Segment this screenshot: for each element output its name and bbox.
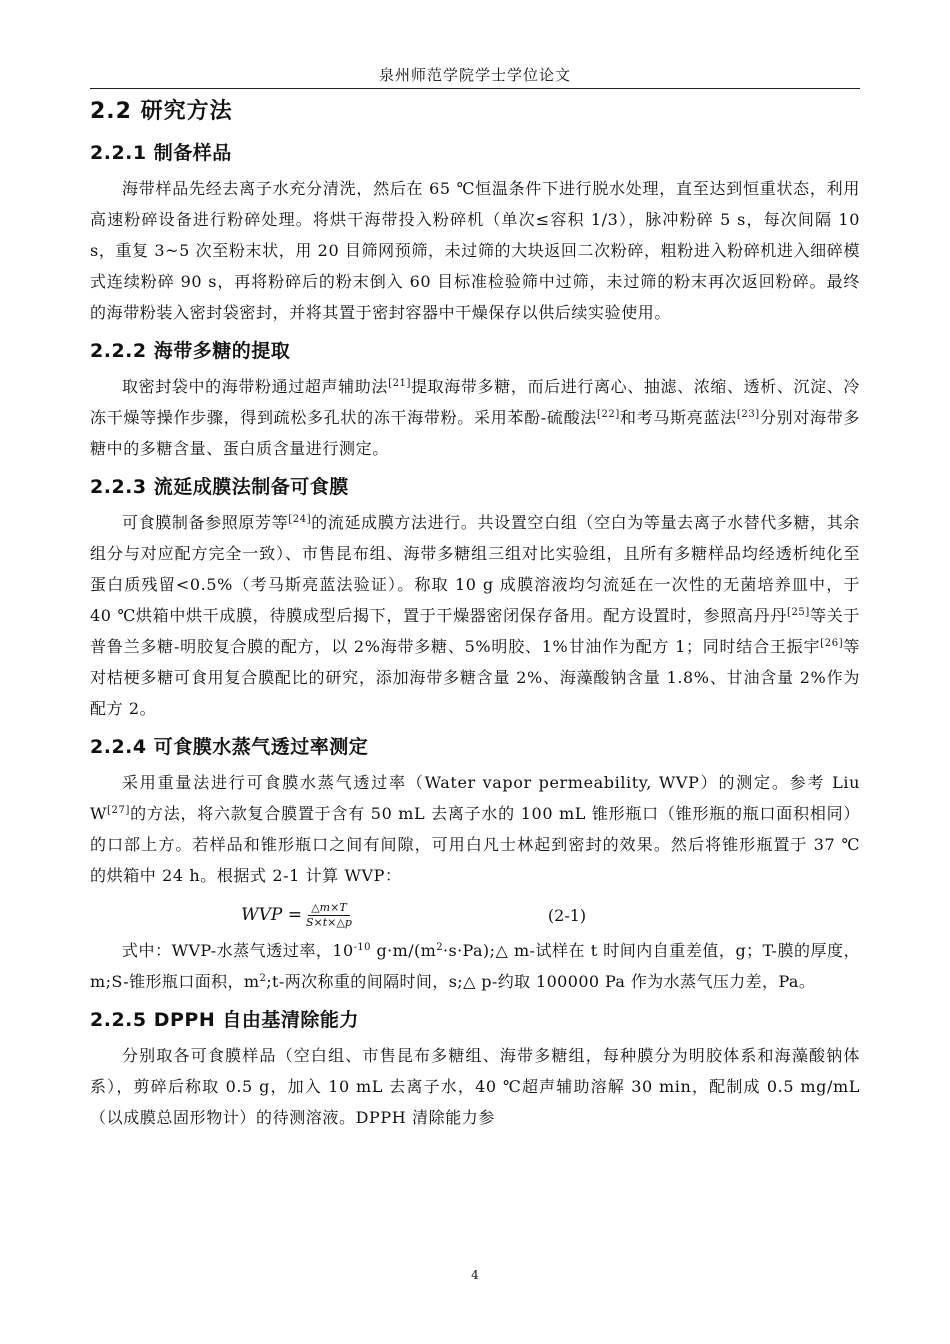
paragraph-film-casting	[90, 507, 860, 724]
text-run: 取密封袋中的海带粉通过超声辅助法	[122, 377, 389, 396]
page-number: 4	[471, 1268, 479, 1282]
text-run: 等对桔梗多糖可食用复合膜配比的研究，添加海带多糖含量 2%、海藻酸钠含量 1.8%、甘油含量 2%作为配方 2。	[90, 637, 860, 718]
text-run: 可食膜制备参照原芳等	[122, 513, 289, 532]
citation-ref: [26]	[820, 638, 844, 649]
text-run: 式中：WVP-水蒸气透过率，10	[122, 941, 354, 960]
equation-fraction	[306, 901, 352, 930]
equation-variable-notes	[90, 935, 860, 997]
paragraph-sample-prep: 海带样品先经去离子水充分清洗，然后在 65 ℃恒温条件下进行脱水处理，直至达到恒重状态，利用高速粉碎设备进行粉碎处理。将烘干海带投入粉碎机（单次≤容积 1/3），脉冲粉碎 5 s，每次间隔 10 s，重复 3~5 次至粉末状，用 20 目筛网预筛，未过筛的大块返回二次粉碎，粗粉进入粉碎机进入细碎模式连续粉碎 90 s，再将粉碎后的粉末倒入 60 目标准检验筛中过筛，未过筛的粉末再次返回粉碎。最终的海带粉装入密封袋密封，并将其置于密封容器中干燥保存以供后续实验使用。	[90, 179, 860, 322]
subsection-heading-2-2-5: 2.2.5 DPPH 自由基清除能力	[90, 1009, 359, 1031]
paragraph-wvp-method	[90, 767, 860, 891]
citation-ref: [25]	[786, 607, 810, 618]
paragraph-polysaccharide-extraction	[90, 371, 860, 464]
text-run: g·m/(m	[370, 941, 437, 960]
text-run: 的方法，将六款复合膜置于含有 50 mL 去离子水的 100 mL 锥形瓶口（锥形瓶的瓶口面积相同）的口部上方。若样品和锥形瓶口之间有间隙，可用白凡士林起到密封的效果。然后将锥形瓶置于 37 ℃ 的烘箱中 24 h。根据式 2-1 计算 WVP：	[90, 804, 860, 885]
subsection-heading-2-2-3: 2.2.3 流延成膜法制备可食膜	[90, 476, 349, 498]
text-run: ;t-两次称重的间隔时间，s;△ p-约取 100000 Pa 作为水蒸气压力差，Pa。	[266, 972, 816, 991]
equation-2-1	[90, 897, 860, 933]
text-run: 分别对海带多糖中的多糖含量、蛋白质含量进行测定。	[90, 408, 860, 458]
citation-ref: [27]	[107, 805, 130, 816]
citation-ref: [21]	[388, 378, 412, 389]
text-run: 和考马斯亮蓝法	[619, 408, 737, 427]
section-heading: 2.2 研究方法	[90, 99, 233, 124]
subsection-heading-2-2-2: 2.2.2 海带多糖的提取	[90, 340, 291, 362]
equation-numerator: △m×T	[308, 901, 349, 916]
page-content	[90, 94, 860, 1139]
text-run: 提取海带多糖，而后进行离心、抽滤、浓缩、透析、沉淀、冷冻干燥等操作步骤，得到疏松多孔状的冻干海带粉。采用苯酚-硫酸法	[90, 377, 861, 427]
running-header: 泉州师范学院学士学位论文	[90, 64, 860, 89]
exponent: 2	[436, 942, 443, 953]
citation-ref: [23]	[736, 409, 760, 420]
subsection-heading-2-2-4: 2.2.4 可食膜水蒸气透过率测定	[90, 736, 369, 758]
paragraph-dpph: 分别取各可食膜样品（空白组、市售昆布多糖组、海带多糖组，每种膜分为明胶体系和海藻酸钠体系），剪碎后称取 0.5 g，加入 10 mL 去离子水，40 ℃超声辅助溶解 30 min，配制成 0.5 mg/mL（以成膜总固形物计）的待测溶液。DPPH 清除能力参	[90, 1046, 860, 1127]
citation-ref: [22]	[596, 409, 620, 420]
subsection-heading-2-2-1: 2.2.1 制备样品	[90, 142, 232, 164]
text-run: 的流延成膜方法进行。共设置空白组（空白为等量去离子水替代多糖，其余组分与对应配方完全一致）、市售昆布组、海带多糖组三组对比实验组，且所有多糖样品均经透析纯化至蛋白质残留<0.5%（考马斯亮蓝法验证）。称取 10 g 成膜溶液均匀流延在一次性的无菌培养皿中，于 40 ℃烘箱中烘干成膜，待膜成型后揭下，置于干燥器密闭保存备用。配方设置时，参照高丹丹	[90, 513, 860, 625]
exponent: -10	[353, 942, 371, 953]
text-run: 等关于普鲁兰多糖-明胶复合膜的配方，以 2%海带多糖、5%明胶、1%甘油作为配方 1；同时结合王振宇	[90, 606, 860, 656]
citation-ref: [24]	[288, 514, 312, 525]
text-run: 采用重量法进行可食膜水蒸气透过率（Water vapor permeability, WVP）的测定。参考 Liu W	[90, 773, 860, 823]
text-run: ·s·Pa);△ m-试样在 t 时间内自重差值，g；T-膜的厚度，m;S-锥形瓶口面积，m	[90, 941, 860, 991]
equation-lhs: WVP =	[241, 905, 302, 925]
equation-number: (2-1)	[547, 905, 587, 925]
equation-denominator: S×t×△p	[306, 915, 352, 929]
exponent: 2	[259, 973, 267, 984]
